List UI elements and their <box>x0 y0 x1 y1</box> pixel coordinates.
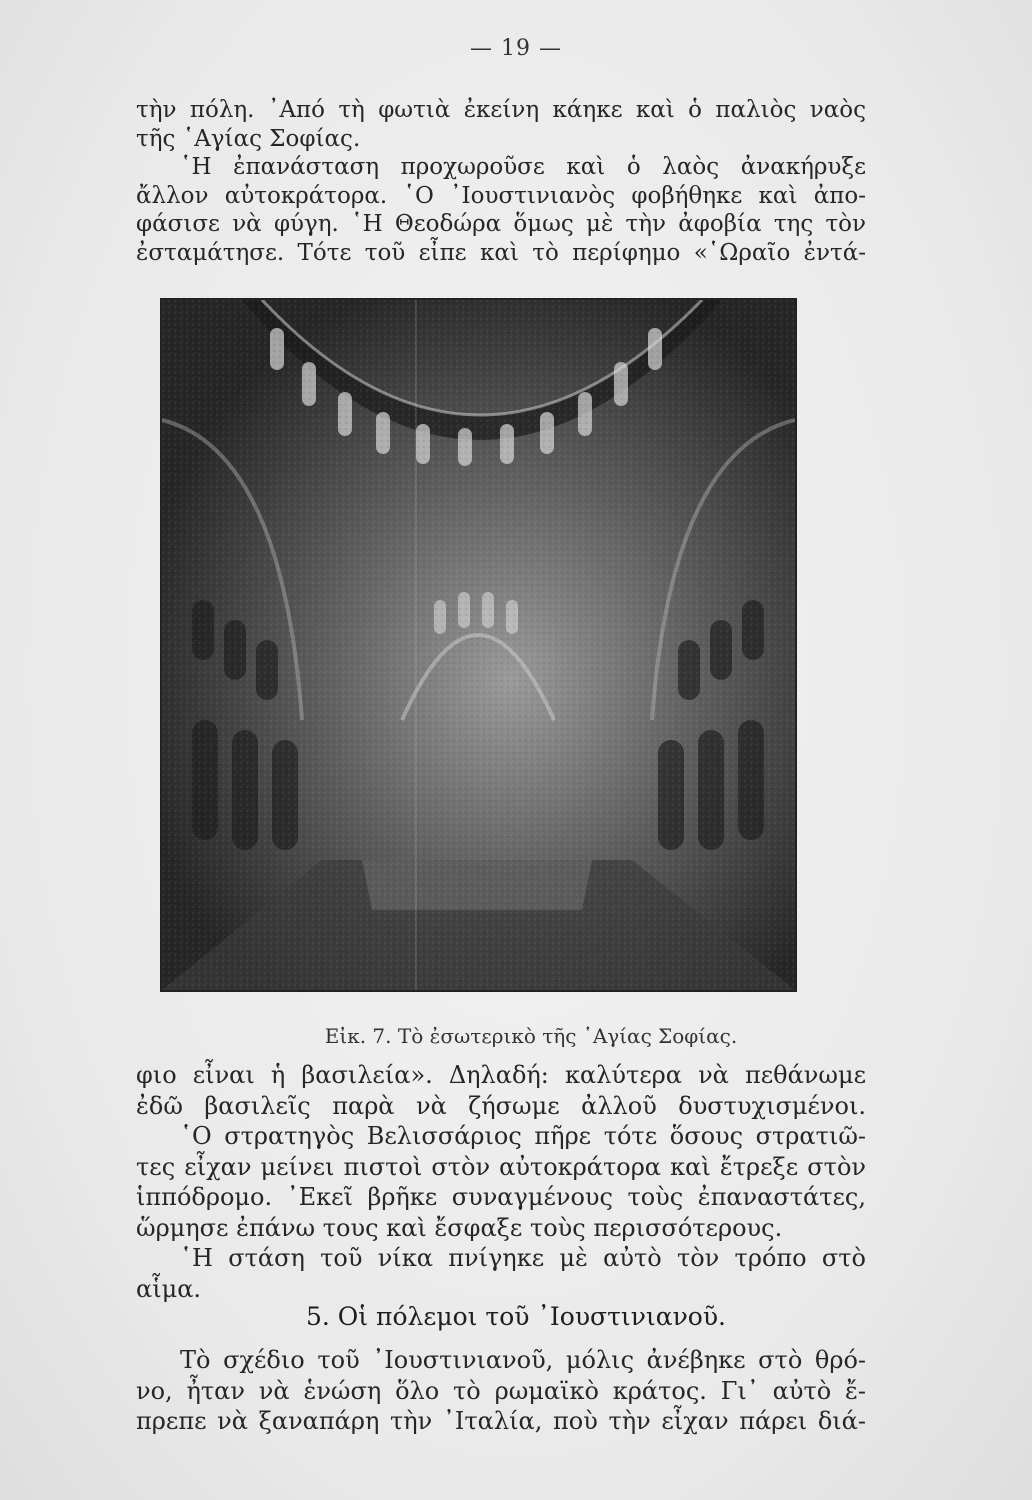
text-line: αἷμα. <box>136 1274 202 1303</box>
text-line: ἱππόδρομο. ᾿Εκεῖ βρῆκε συναγμένους τοὺς ἐπαναστάτες, <box>136 1183 866 1211</box>
text-line: τῆς ῾Αγίας Σοφίας. <box>136 125 361 152</box>
text-line: πρεπε νὰ ξαναπάρη τὴν ᾿Ιταλία, ποὺ τὴν εἶχαν πάρει διά- <box>136 1407 866 1435</box>
text-line: ὥρμησε ἐπάνω τους καὶ ἔσφαξε τοὺς περισσότερους. <box>136 1213 783 1242</box>
figure-caption: Εἰκ. 7. Τὸ ἐσωτερικὸ τῆς ῾Αγίας Σοφίας. <box>324 1024 738 1048</box>
text-line: ἄλλον αὐτοκράτορα. ῾Ο ᾿Ιουστινιανὸς φοβήθηκε καὶ ἀπο- <box>136 182 866 209</box>
text-line: Τὸ σχέδιο τοῦ ᾿Ιουστινιανοῦ, μόλις ἀνέβηκε στὸ θρό- <box>180 1346 866 1374</box>
text-line: ῾Η στάση τοῦ νίκα πνίγηκε μὲ αὐτὸ τὸν τρόπο στὸ <box>180 1244 866 1272</box>
text-line: ῾Η ἐπανάσταση προχωροῦσε καὶ ὁ λαὸς ἀνακήρυξε <box>180 154 866 181</box>
bottom-paragraph <box>136 1345 866 1437</box>
section-heading: 5. Οἱ πόλεμοι τοῦ ᾿Ιουστινιανοῦ. <box>306 1302 726 1331</box>
text-line: τὴν πόλη. ᾿Από τὴ φωτιὰ ἐκείνη κάηκε καὶ ὁ παλιὸς ναὸς <box>136 97 866 123</box>
text-line: νο, ἦταν νὰ ἑνώση ὅλο τὸ ρωμαϊκὸ κράτος. Γι᾿ αὐτὸ ἔ- <box>136 1376 866 1405</box>
hagia-sophia-interior-photo <box>160 298 797 992</box>
text-line: τες εἶχαν μείνει πιστοὶ στὸν αὐτοκράτορα καὶ ἔτρεξε στὸν <box>136 1152 866 1181</box>
top-paragraph <box>136 96 866 268</box>
text-line: ἐσταμάτησε. Τότε τοῦ εἶπε καὶ τὸ περίφημο «῾Ωραῖο ἐντά- <box>136 239 866 266</box>
page-number: — 19 — <box>470 36 562 61</box>
text-line: φιο εἶναι ἡ βασιλεία». Δηλαδή: καλύτερα νὰ πεθάνωμε <box>136 1061 866 1089</box>
text-line: ἐδῶ βασιλεῖς παρὰ νὰ ζήσωμε ἀλλοῦ δυστυχισμένοι. <box>136 1091 866 1120</box>
middle-paragraph <box>136 1060 866 1304</box>
text-line: φάσισε νὰ φύγη. ῾Η Θεοδώρα ὅμως μὲ τὴν ἀφοβία της τὸν <box>136 211 866 238</box>
text-line: ῾Ο στρατηγὸς Βελισσάριος πῆρε τότε ὅσους στρατιῶ- <box>180 1122 866 1150</box>
